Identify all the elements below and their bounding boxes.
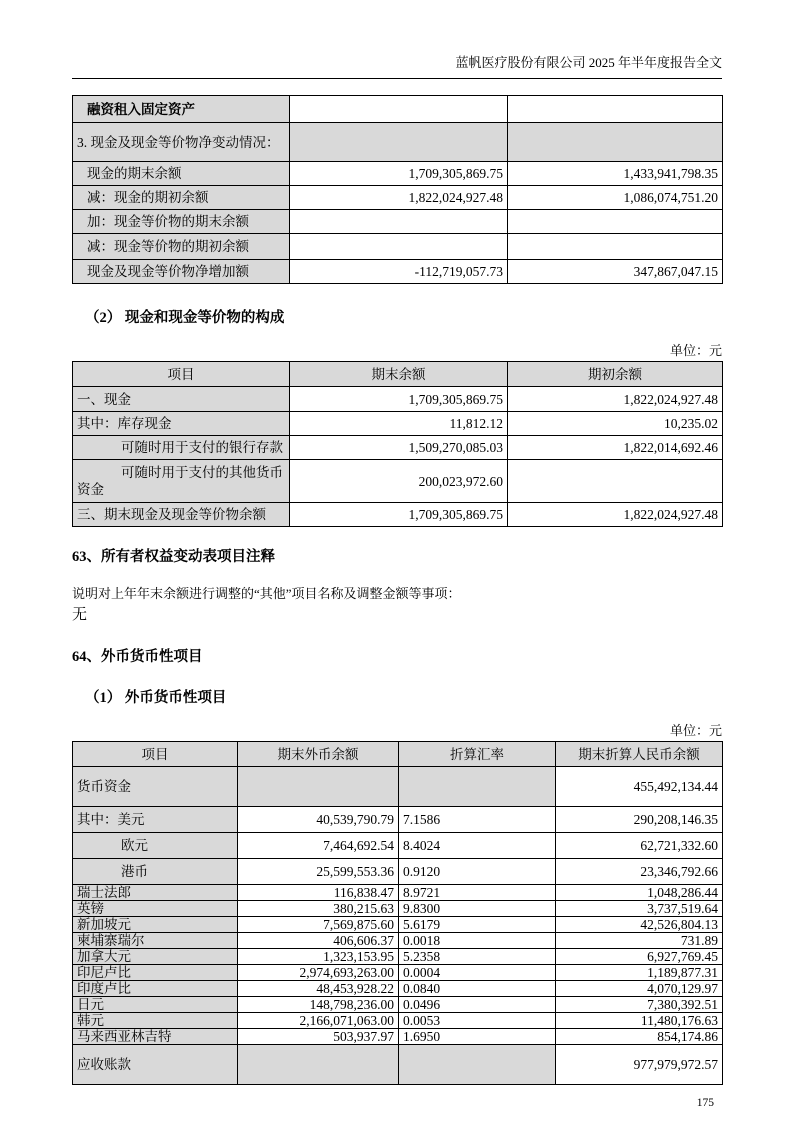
cell-current: [290, 123, 508, 162]
row-label: 减：现金的期初余额: [73, 186, 290, 210]
section-63-answer: [72, 606, 722, 625]
cell-current: -112,719,057.73: [290, 260, 508, 284]
cell-rmb-balance: 455,492,134.44: [556, 767, 723, 807]
column-header: 期初余额: [508, 362, 723, 387]
page-content: [72, 0, 722, 1109]
cell-foreign-balance: 25,599,553.36: [238, 859, 399, 885]
cell-prior: [508, 210, 723, 234]
cell-rmb-balance: 6,927,769.45: [556, 949, 723, 965]
answer-text: 无: [72, 607, 88, 623]
heading-text: （1） 外币货币性项目: [85, 690, 227, 706]
unit-label: [72, 723, 722, 738]
row-label: 应收账款: [73, 1045, 238, 1085]
cell-exchange-rate: 1.6950: [399, 1029, 556, 1045]
cell-exchange-rate: 0.9120: [399, 859, 556, 885]
table-row: [73, 949, 723, 965]
cell-exchange-rate: [399, 1045, 556, 1085]
column-header: 项目: [73, 742, 238, 767]
section-heading-63: [72, 549, 722, 566]
cell-current: 1,709,305,869.75: [290, 387, 508, 412]
table-row: [73, 1045, 723, 1085]
heading-text: 63、所有者权益变动表项目注释: [72, 549, 275, 565]
cell-foreign-balance: 40,539,790.79: [238, 807, 399, 833]
cell-current: 1,509,270,085.03: [290, 436, 508, 460]
column-header: 折算汇率: [399, 742, 556, 767]
column-header: 期末余额: [290, 362, 508, 387]
table-row: [73, 234, 723, 260]
cell-foreign-balance: 7,464,692.54: [238, 833, 399, 859]
row-label: 印尼卢比: [73, 965, 238, 981]
cell-current: [290, 96, 508, 123]
table-row: [73, 917, 723, 933]
cell-foreign-balance: 48,453,928.22: [238, 981, 399, 997]
table-row: [73, 1013, 723, 1029]
table-header-row: [73, 742, 723, 767]
cell-current: 1,709,305,869.75: [290, 503, 508, 527]
cell-current: 1,709,305,869.75: [290, 162, 508, 186]
table-row: [73, 162, 723, 186]
report-title: 蓝帆医疗股份有限公司 2025 年半年度报告全文: [455, 55, 722, 70]
row-label: 日元: [73, 997, 238, 1013]
cash-flow-supplement-table: [72, 95, 723, 284]
row-label: 港币: [73, 859, 238, 885]
unit-text: 单位：元: [669, 343, 722, 358]
table-row: [73, 387, 723, 412]
cell-rmb-balance: 11,480,176.63: [556, 1013, 723, 1029]
table-row: [73, 412, 723, 436]
row-label: 马来西亚林吉特: [73, 1029, 238, 1045]
cell-foreign-balance: 7,569,875.60: [238, 917, 399, 933]
row-label: 新加坡元: [73, 917, 238, 933]
cell-rmb-balance: 977,979,972.57: [556, 1045, 723, 1085]
cell-prior: 1,822,024,927.48: [508, 387, 723, 412]
table-row: [73, 997, 723, 1013]
table-row: [73, 807, 723, 833]
column-header: 期末外币余额: [238, 742, 399, 767]
cash-equivalents-composition-table: [72, 361, 723, 527]
cell-foreign-balance: 2,166,071,063.00: [238, 1013, 399, 1029]
row-label: 欧元: [73, 833, 238, 859]
cell-foreign-balance: 148,798,236.00: [238, 997, 399, 1013]
section-heading-cash-composition: [72, 310, 722, 327]
table-row: [73, 210, 723, 234]
cell-foreign-balance: 1,323,153.95: [238, 949, 399, 965]
cell-exchange-rate: 0.0840: [399, 981, 556, 997]
cell-rmb-balance: 7,380,392.51: [556, 997, 723, 1013]
page-number-text: 175: [696, 1097, 714, 1109]
cell-current: [290, 234, 508, 260]
cell-current: [290, 210, 508, 234]
row-label: 其中：美元: [73, 807, 238, 833]
row-label: 可随时用于支付的银行存款: [73, 436, 290, 460]
table-row: [73, 186, 723, 210]
table-row: [73, 260, 723, 284]
row-label: 韩元: [73, 1013, 238, 1029]
note-text: 说明对上年年末余额进行调整的“其他”项目名称及调整金额等事项：: [72, 586, 461, 601]
table-row: [73, 1029, 723, 1045]
cell-prior: 1,086,074,751.20: [508, 186, 723, 210]
cell-prior: 1,822,014,692.46: [508, 436, 723, 460]
row-label: 加拿大元: [73, 949, 238, 965]
cell-rmb-balance: 4,070,129.97: [556, 981, 723, 997]
cell-rmb-balance: 290,208,146.35: [556, 807, 723, 833]
table-row: [73, 123, 723, 162]
cell-prior: 1,433,941,798.35: [508, 162, 723, 186]
row-label: 加：现金等价物的期末余额: [73, 210, 290, 234]
table-row: [73, 933, 723, 949]
row-label: 印度卢比: [73, 981, 238, 997]
cell-exchange-rate: 9.8300: [399, 901, 556, 917]
table-row: [73, 96, 723, 123]
cell-foreign-balance: [238, 1045, 399, 1085]
cell-foreign-balance: 406,606.37: [238, 933, 399, 949]
table-header-row: [73, 362, 723, 387]
cell-prior: 10,235.02: [508, 412, 723, 436]
cell-foreign-balance: [238, 767, 399, 807]
table-row: [73, 767, 723, 807]
table-row: [73, 460, 723, 503]
column-header: 项目: [73, 362, 290, 387]
table-row: [73, 833, 723, 859]
heading-text: （2） 现金和现金等价物的构成: [85, 310, 285, 326]
cell-foreign-balance: 116,838.47: [238, 885, 399, 901]
cell-current: 200,023,972.60: [290, 460, 508, 503]
cell-rmb-balance: 62,721,332.60: [556, 833, 723, 859]
cell-exchange-rate: 8.9721: [399, 885, 556, 901]
table-row: [73, 859, 723, 885]
section-heading-64-1: [72, 690, 722, 707]
page-header: [72, 0, 722, 79]
cell-exchange-rate: 0.0004: [399, 965, 556, 981]
row-label: 现金的期末余额: [73, 162, 290, 186]
cell-rmb-balance: 3,737,519.64: [556, 901, 723, 917]
cell-foreign-balance: 503,937.97: [238, 1029, 399, 1045]
cell-current: 11,812.12: [290, 412, 508, 436]
row-label: 柬埔寨瑞尔: [73, 933, 238, 949]
row-label: 现金及现金等价物净增加额: [73, 260, 290, 284]
cell-prior: [508, 234, 723, 260]
row-label: 货币资金: [73, 767, 238, 807]
cell-prior: [508, 460, 723, 503]
cell-prior: [508, 123, 723, 162]
row-label: 三、期末现金及现金等价物余额: [73, 503, 290, 527]
row-label: 其中：库存现金: [73, 412, 290, 436]
section-63-note: [72, 586, 722, 602]
cell-prior: 1,822,024,927.48: [508, 503, 723, 527]
cell-exchange-rate: 0.0018: [399, 933, 556, 949]
cell-exchange-rate: 5.6179: [399, 917, 556, 933]
cell-rmb-balance: 854,174.86: [556, 1029, 723, 1045]
column-header: 期末折算人民币余额: [556, 742, 723, 767]
table-row: [73, 885, 723, 901]
cell-foreign-balance: 380,215.63: [238, 901, 399, 917]
foreign-currency-table: [72, 741, 723, 1085]
row-label: 3. 现金及现金等价物净变动情况：: [73, 123, 290, 162]
cell-exchange-rate: 7.1586: [399, 807, 556, 833]
unit-label: [72, 343, 722, 358]
row-label: 一、现金: [73, 387, 290, 412]
row-label: 可随时用于支付的其他货币资金: [73, 460, 290, 503]
unit-text: 单位：元: [669, 723, 722, 738]
table-row: [73, 901, 723, 917]
page-number: [72, 1097, 722, 1109]
row-label: 瑞士法郎: [73, 885, 238, 901]
cell-prior: 347,867,047.15: [508, 260, 723, 284]
cell-rmb-balance: 1,048,286.44: [556, 885, 723, 901]
cell-current: 1,822,024,927.48: [290, 186, 508, 210]
heading-text: 64、外币货币性项目: [72, 649, 203, 665]
cell-exchange-rate: 0.0496: [399, 997, 556, 1013]
cell-rmb-balance: 731.89: [556, 933, 723, 949]
cell-exchange-rate: [399, 767, 556, 807]
table-row: [73, 503, 723, 527]
cell-foreign-balance: 2,974,693,263.00: [238, 965, 399, 981]
cell-exchange-rate: 8.4024: [399, 833, 556, 859]
cell-exchange-rate: 5.2358: [399, 949, 556, 965]
table-row: [73, 981, 723, 997]
cell-exchange-rate: 0.0053: [399, 1013, 556, 1029]
cell-rmb-balance: 1,189,877.31: [556, 965, 723, 981]
row-label: 英镑: [73, 901, 238, 917]
cell-prior: [508, 96, 723, 123]
row-label: 融资租入固定资产: [73, 96, 290, 123]
cell-rmb-balance: 42,526,804.13: [556, 917, 723, 933]
row-label: 减：现金等价物的期初余额: [73, 234, 290, 260]
table-row: [73, 436, 723, 460]
cell-rmb-balance: 23,346,792.66: [556, 859, 723, 885]
section-heading-64: [72, 649, 722, 666]
table-row: [73, 965, 723, 981]
